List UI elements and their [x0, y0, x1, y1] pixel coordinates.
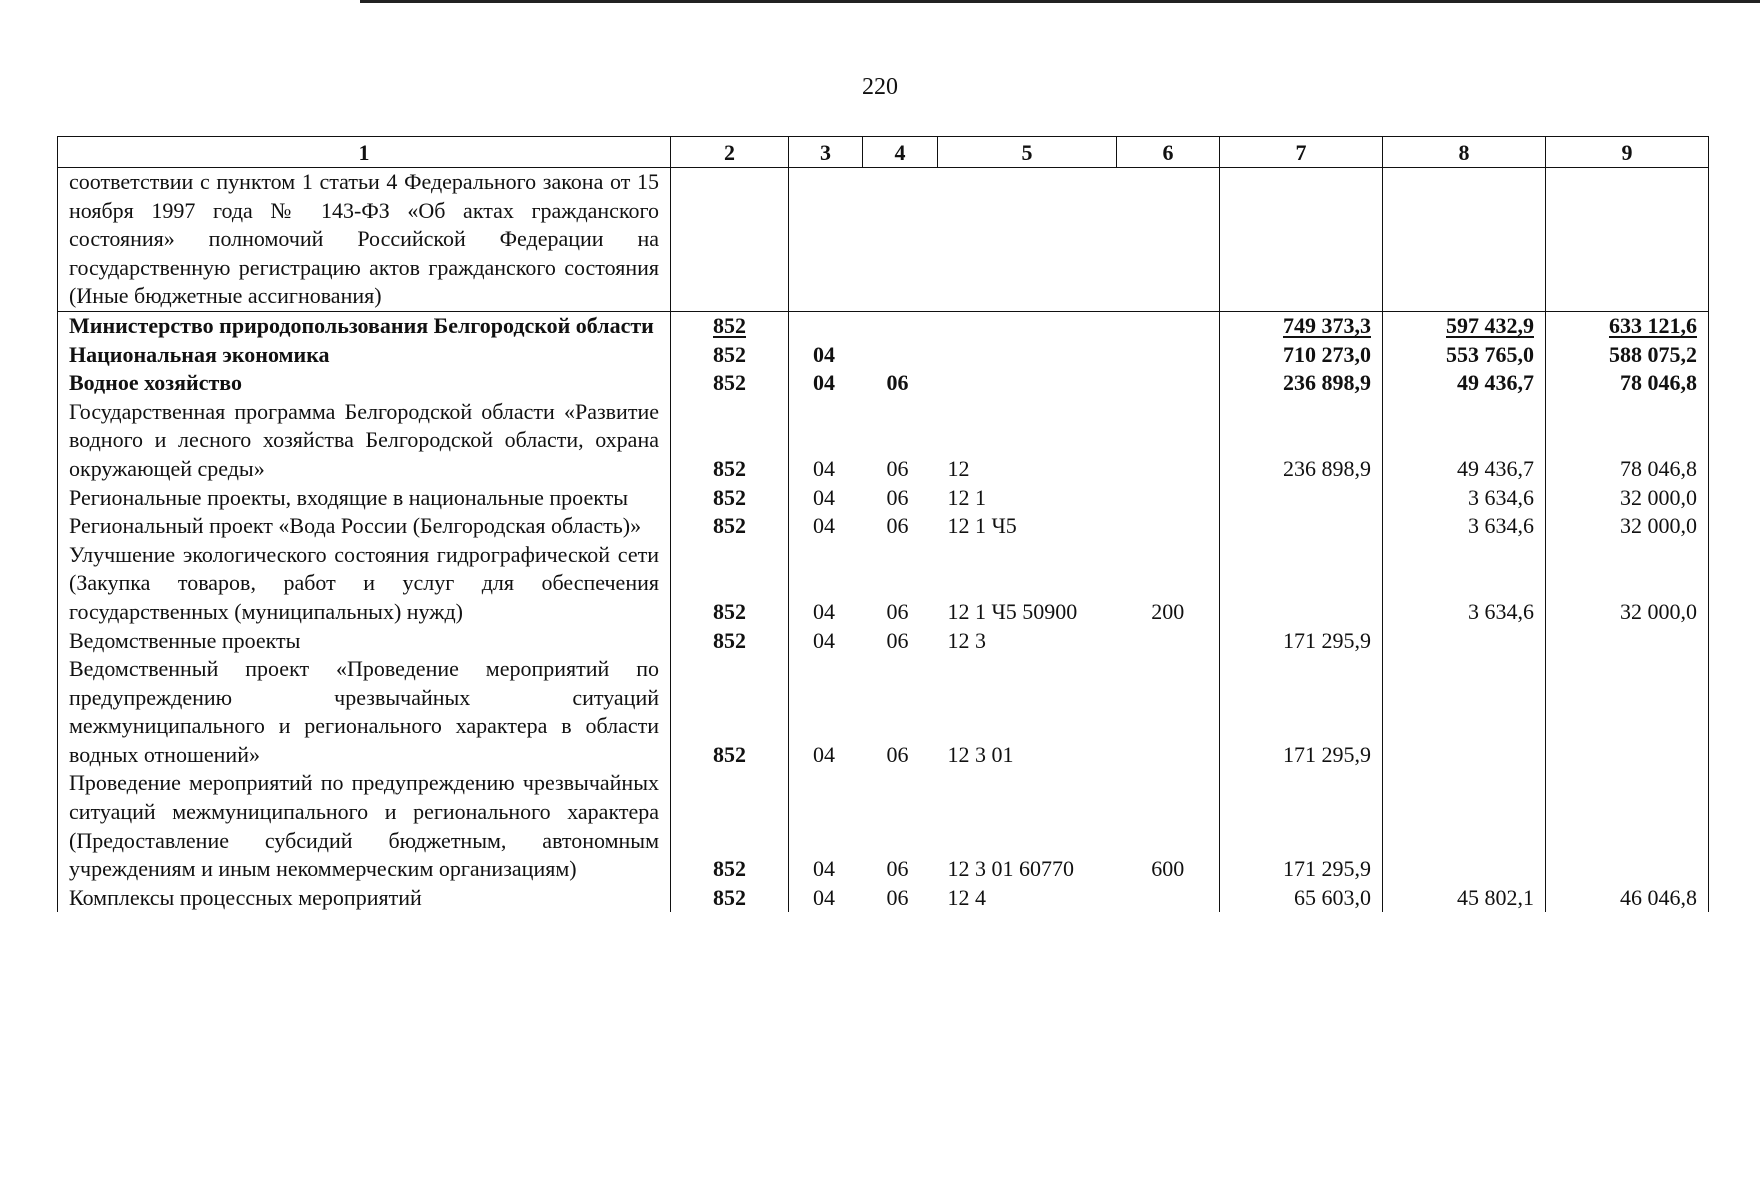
cell-c2: 852	[671, 311, 789, 340]
cell-c7	[1220, 484, 1383, 513]
cell-c9: 78 046,8	[1546, 369, 1709, 398]
cell-c3: 04	[789, 541, 863, 627]
cell-c7: 171 295,9	[1220, 655, 1383, 769]
cell-c6	[1117, 512, 1220, 541]
cell-c4: 06	[886, 884, 909, 910]
cell-c7	[1220, 168, 1383, 312]
cell-c3: 04	[789, 398, 863, 484]
col-header-8: 8	[1383, 137, 1546, 168]
cell-c8	[1383, 769, 1546, 883]
cell-c4	[863, 341, 938, 370]
cell-c4: 06	[886, 455, 909, 481]
table-row	[58, 484, 1709, 513]
cell-c3: 04	[789, 884, 863, 913]
cell-c9: 46 046,8	[1546, 884, 1709, 913]
cell-c8: 3 634,6	[1383, 541, 1546, 627]
cell-c5	[938, 168, 1117, 312]
table-row	[58, 341, 1709, 370]
cell-c6	[1117, 484, 1220, 513]
cell-c4	[863, 168, 938, 312]
cell-c5	[938, 311, 1117, 340]
cell-c5: 12 1	[947, 484, 986, 510]
cell-c3: 04	[789, 655, 863, 769]
table-row	[58, 512, 1709, 541]
row-name: Региональный проект «Вода России (Белгородская область)»	[58, 512, 671, 541]
cell-c5: 12	[947, 455, 970, 481]
table-row	[58, 627, 1709, 656]
cell-c7	[1220, 541, 1383, 627]
row-name: Улучшение экологического состояния гидрографической сети (Закупка товаров, работ и услуг для обеспечения государственных (муниципальных) нужд)	[58, 541, 671, 627]
cell-c9: 32 000,0	[1546, 484, 1709, 513]
cell-c5	[938, 369, 1117, 398]
cell-c4: 06	[886, 484, 909, 510]
cell-c8	[1383, 655, 1546, 769]
row-name: Проведение мероприятий по предупреждению чрезвычайных ситуаций межмуниципального и регионального характера (Предоставление субсидий бюджетным, автономным учреждениям и иным некоммерческим организациям)	[58, 769, 671, 883]
header-row	[58, 137, 1709, 168]
table-row	[58, 369, 1709, 398]
col-header-9: 9	[1546, 137, 1709, 168]
cell-c6: 200	[1151, 598, 1185, 624]
cell-c7: 171 295,9	[1220, 769, 1383, 883]
row-name: Ведомственные проекты	[58, 627, 671, 656]
cell-c7: 749 373,3	[1220, 311, 1383, 340]
cell-c7: 65 603,0	[1220, 884, 1383, 913]
cell-c6	[1117, 369, 1220, 398]
cell-c9: 633 121,6	[1546, 311, 1709, 340]
table-row	[58, 769, 1709, 883]
cell-c2: 852	[671, 627, 789, 656]
cell-c2: 852	[671, 655, 789, 769]
row-name: Комплексы процессных мероприятий	[58, 884, 671, 913]
table-row	[58, 398, 1709, 484]
cell-c3	[789, 311, 863, 340]
row-name: Водное хозяйство	[58, 369, 671, 398]
cell-c5	[938, 341, 1117, 370]
cell-c7: 236 898,9	[1220, 398, 1383, 484]
cell-c2: 852	[671, 769, 789, 883]
cell-c8: 597 432,9	[1383, 311, 1546, 340]
cell-c9: 32 000,0	[1546, 541, 1709, 627]
cell-c9: 588 075,2	[1546, 341, 1709, 370]
cell-c8: 3 634,6	[1383, 512, 1546, 541]
cell-c4: 06	[886, 513, 909, 539]
cell-c2: 852	[671, 369, 789, 398]
cell-c2: 852	[671, 512, 789, 541]
cell-c8: 49 436,7	[1383, 369, 1546, 398]
cell-c8: 45 802,1	[1383, 884, 1546, 913]
cell-c5: 12 1 Ч5	[947, 513, 1017, 539]
cell-c4: 06	[886, 627, 909, 653]
table-row	[58, 311, 1709, 340]
cell-c4: 06	[886, 741, 909, 767]
col-header-5: 5	[938, 137, 1117, 168]
cell-c6: 600	[1151, 856, 1185, 882]
cell-c5: 12 3 01 60770	[947, 856, 1074, 882]
col-header-3: 3	[789, 137, 863, 168]
cell-c7	[1220, 512, 1383, 541]
cell-c2: 852	[671, 484, 789, 513]
cell-c9	[1546, 655, 1709, 769]
cell-c2: 852	[671, 341, 789, 370]
table-row	[58, 541, 1709, 627]
cell-c6	[1117, 884, 1220, 913]
cell-c9	[1546, 627, 1709, 656]
row-name: соответствии с пунктом 1 статьи 4 Федерального закона от 15 ноября 1997 года № 143-ФЗ «Об актах гражданского состояния» полномочий Российской Федерации на государственную регистрацию актов гражданского состояния (Иные бюджетные ассигнования)	[58, 168, 671, 312]
cell-c8	[1383, 168, 1546, 312]
cell-c4: 06	[886, 856, 909, 882]
cell-c3: 04	[789, 512, 863, 541]
cell-c8: 49 436,7	[1383, 398, 1546, 484]
top-rule	[360, 0, 1760, 3]
cell-c8: 3 634,6	[1383, 484, 1546, 513]
cell-c9	[1546, 168, 1709, 312]
table-row	[58, 168, 1709, 312]
cell-c6	[1117, 341, 1220, 370]
row-name: Национальная экономика	[58, 341, 671, 370]
cell-c3: 04	[789, 769, 863, 883]
table-row	[58, 655, 1709, 769]
col-header-7: 7	[1220, 137, 1383, 168]
cell-c4: 06	[886, 370, 909, 396]
cell-c3: 04	[789, 627, 863, 656]
col-header-2: 2	[671, 137, 789, 168]
cell-c2	[671, 168, 789, 312]
table-row	[58, 884, 1709, 913]
cell-c3	[789, 168, 863, 312]
cell-c4: 06	[886, 598, 909, 624]
cell-c4	[863, 311, 938, 340]
row-name: Министерство природопользования Белгородской области	[58, 311, 671, 340]
cell-c6	[1117, 655, 1220, 769]
col-header-4: 4	[863, 137, 938, 168]
cell-c9: 32 000,0	[1546, 512, 1709, 541]
cell-c9	[1546, 769, 1709, 883]
cell-c5: 12 3	[947, 627, 986, 653]
cell-c5: 12 3 01	[947, 741, 1014, 767]
cell-c3: 04	[789, 484, 863, 513]
cell-c7: 236 898,9	[1220, 369, 1383, 398]
row-name: Ведомственный проект «Проведение мероприятий по предупреждению чрезвычайных ситуаций межмуниципального и регионального характера в области водных отношений»	[58, 655, 671, 769]
cell-c6	[1117, 398, 1220, 484]
col-header-6: 6	[1117, 137, 1220, 168]
cell-c6	[1117, 311, 1220, 340]
cell-c3: 04	[789, 341, 863, 370]
cell-c3: 04	[789, 369, 863, 398]
budget-table	[57, 136, 1709, 912]
cell-c5: 12 1 Ч5 50900	[947, 598, 1078, 624]
cell-c2: 852	[671, 541, 789, 627]
cell-c9: 78 046,8	[1546, 398, 1709, 484]
cell-c2: 852	[671, 398, 789, 484]
cell-c6	[1117, 627, 1220, 656]
cell-c7: 171 295,9	[1220, 627, 1383, 656]
cell-c2: 852	[671, 884, 789, 913]
cell-c8: 553 765,0	[1383, 341, 1546, 370]
row-name: Региональные проекты, входящие в национальные проекты	[58, 484, 671, 513]
cell-c6	[1117, 168, 1220, 312]
cell-c5: 12 4	[947, 884, 986, 910]
cell-c7: 710 273,0	[1220, 341, 1383, 370]
col-header-1: 1	[58, 137, 671, 168]
cell-c8	[1383, 627, 1546, 656]
page-number: 220	[862, 74, 898, 100]
row-name: Государственная программа Белгородской области «Развитие водного и лесного хозяйства Белгородской области, охрана окружающей среды»	[58, 398, 671, 484]
